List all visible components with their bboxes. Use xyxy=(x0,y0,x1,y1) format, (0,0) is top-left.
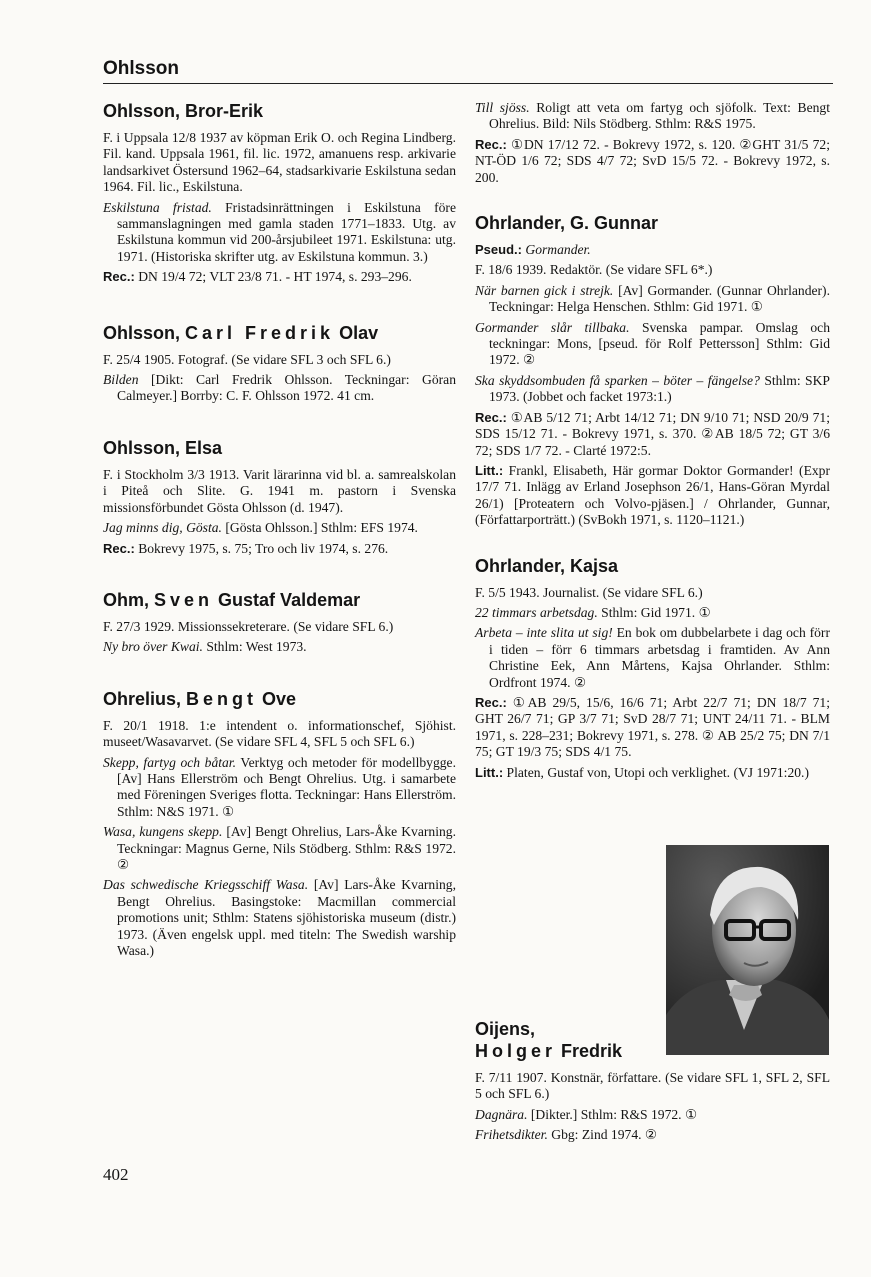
rec-label: Rec.: xyxy=(475,409,507,425)
litt-label: Litt.: xyxy=(475,764,504,780)
work-item xyxy=(475,283,830,316)
right-column xyxy=(475,100,830,807)
entry-ohrelius-bengt-continued xyxy=(475,100,830,186)
litt-label: Litt.: xyxy=(475,462,504,478)
work-details: Roligt att veta om fartyg och sjöfolk. Text: Bengt Ohrelius. Bild: Nils Stödberg. Sthlm: R&S 1975. xyxy=(489,100,830,132)
entry-name xyxy=(103,589,456,611)
work-title: Skepp, fartyg och båtar. xyxy=(103,754,236,770)
reviews xyxy=(475,410,830,459)
rec-label: Rec.: xyxy=(103,269,135,285)
pseud-label: Pseud.: xyxy=(475,242,522,258)
work-details: [Dikt: Carl Fredrik Ohlsson. Teckningar: Göran Calmeyer.] Borrby: C. F. Ohlsson 1972. 41 cm. xyxy=(117,372,456,404)
work-item xyxy=(475,373,830,406)
name-line-2 xyxy=(475,1040,622,1062)
entry-name xyxy=(103,688,456,710)
work-title: Dagnära. xyxy=(475,1106,528,1122)
entry-bio: F. 18/6 1939. Redaktör. (Se vidare SFL 6*.) xyxy=(475,262,713,278)
rec-label: Rec.: xyxy=(475,694,507,710)
rec-text: ①AB 5/12 71; Arbt 14/12 71; DN 9/10 71; NSD 20/9 71; SDS 15/12 71. - Bokrevy 1971, s. 370. ②AB 18/5 72; GT 3/6 72; SDS 1/7 72. - Clarté 1972:5. xyxy=(475,409,830,458)
work-details: [Dikter.] Sthlm: R&S 1972. ① xyxy=(527,1106,698,1122)
rec-text: Bokrevy 1975, s. 75; Tro och liv 1974, s. 276. xyxy=(134,540,389,556)
work-title: Bilden xyxy=(103,372,139,388)
rec-text: ①DN 17/12 72. - Bokrevy 1972, s. 120. ②GHT 31/5 72; NT-ÖD 1/6 72; SDS 4/7 72; SvD 15/5 72. - Bokrevy 1972, s. 200. xyxy=(475,136,830,185)
work-item xyxy=(475,100,830,133)
work-details: En bok om dubbelarbete i dag och förr i tiden – förr 6 timmars arbetsdag i framtiden. Av Ann Christine Eek, Ann Mårtens, Kajsa Ohrlander. Sthlm: Ordfront 1974. ② xyxy=(489,625,830,690)
work-details: [Av] Gormander. (Gunnar Ohrlander). Teckningar: Helga Henschen. Sthlm: Gid 1971. ① xyxy=(489,282,830,315)
work-item xyxy=(103,200,456,266)
entry-bio: F. 27/3 1929. Missionssekreterare. (Se vidare SFL 6.) xyxy=(103,618,394,634)
portrait-photo xyxy=(666,845,829,1055)
entry-bio: F. 7/11 1907. Konstnär, författare. (Se vidare SFL 1, SFL 2, SFL 5 och SFL 6.) xyxy=(475,1070,830,1102)
entry-ohlsson-carl xyxy=(103,322,456,405)
rec-label: Rec.: xyxy=(103,540,135,556)
rec-label: Rec.: xyxy=(475,136,507,152)
entry-name: Ohlsson, Elsa xyxy=(103,437,223,458)
work-details: [Av] Bengt Ohrelius, Lars-Åke Kvarning. Teckningar: Magnus Gerne, Nils Stödberg. Sthlm: R&S 1972. ② xyxy=(117,824,456,872)
entry-bio: F. i Uppsala 12/8 1937 av köpman Erik O. och Regina Lindberg. Fil. kand. Uppsala 1961, fil. lic. 1972, amanuens resp. arkivarie landsarkivet Östersund 1962–64, stadsarkivarie Eskilstuna sedan 1964. Fil. lic., Eskilstuna. xyxy=(103,130,456,195)
rec-text: ①AB 29/5, 15/6, 16/6 71; Arbt 22/7 71; DN 18/7 71; GHT 26/7 71; GP 3/7 71; SvD 28/7 71; UNT 24/11 71. - BLM 1971, s. 228–231; Bokrevy 1971, s. 278. ② AB 25/2 75; DN 7/1 75; GT 19/3 75; SDS 4/1 75. xyxy=(475,694,830,760)
entry-name: Ohrlander, Kajsa xyxy=(475,555,619,576)
work-details: [Av] Lars-Åke Kvarning, Bengt Ohrelius. Basingstoke: Macmillan commercial promotions unit; Sthlm: Statens sjöhistoriska museum (distr.) 1973. (Även engelsk uppl. med titeln: The Swedish warship Wasa.) xyxy=(117,877,456,958)
work-title: 22 timmars arbetsdag. xyxy=(475,604,598,620)
work-details: Svenska pampar. Omslag och teckningar: Mons, [pseud. för Rolf Pettersson] Sthlm: Gid 1972. ② xyxy=(489,319,830,368)
entry-name: Ohrlander, G. Gunnar xyxy=(475,213,659,234)
work-item xyxy=(475,625,830,691)
reviews xyxy=(475,695,830,761)
name-spaced: Carl Fredrik xyxy=(185,322,335,343)
reviews xyxy=(475,137,830,186)
name-part: Fredrik xyxy=(556,1041,623,1061)
entry-bio: F. 5/5 1943. Journalist. (Se vidare SFL 6.) xyxy=(475,584,703,600)
page-number: 402 xyxy=(103,1165,129,1184)
entry-ohrelius-bengt xyxy=(103,688,456,960)
name-spaced: Bengt xyxy=(186,688,258,709)
entry-bio: F. 20/1 1918. 1:e intendent o. informationschef, Sjöhist. museet/Wasavarvet. (Se vidare SFL 4, SFL 5 och SFL 6.) xyxy=(103,717,456,750)
work-title: Wasa, kungens skepp. xyxy=(103,824,223,840)
name-part: Gustaf Valdemar xyxy=(213,589,361,610)
left-column xyxy=(103,100,456,985)
work-item xyxy=(103,824,456,873)
work-item xyxy=(103,372,456,405)
work-item xyxy=(103,877,456,959)
pseud-name: Gormander. xyxy=(525,242,591,258)
work-item xyxy=(475,1127,830,1143)
entry-bio: F. i Stockholm 3/3 1913. Varit lärarinna vid bl. a. samrealskolan i Piteå och Slite. G. 1941 m. pastorn i Svenska missionsförbundet Gösta Ohlsson (d. 1947). xyxy=(103,466,456,515)
work-title: Gormander slår tillbaka. xyxy=(475,319,630,335)
name-part: Oijens, xyxy=(475,1019,536,1039)
work-item xyxy=(103,639,456,655)
work-title: Jag minns dig, Gösta. xyxy=(103,520,222,536)
name-part: Ove xyxy=(257,688,297,709)
work-details: Verktyg och metoder för modellbygge. [Av] Hans Ellerström och Bengt Ohrelius. Utg. i samarbete med Föreningen Sveriges flotta. Teckningar: Hans Ellerström. Sthlm: N&S 1971. ① xyxy=(117,754,456,819)
reviews xyxy=(103,269,456,285)
entry-bio: F. 25/4 1905. Fotograf. (Se vidare SFL 3 och SFL 6.) xyxy=(103,351,391,367)
rec-text: DN 19/4 72; VLT 23/8 71. - HT 1974, s. 293–296. xyxy=(134,269,412,285)
work-item xyxy=(475,320,830,369)
literature xyxy=(475,765,830,781)
entry-oijens-holger xyxy=(475,1070,830,1148)
litt-text: Frankl, Elisabeth, Här gormar Doktor Gormander! (Expr 17/7 71. Inlägg av Erland Josephson 26/1, Hans-Göran Myrdal 26/1) [Proteatern och Volvo-pjäsen.] / Ohrlander, Gunnar, (Författarporträtt.) (SvBokh 1971, s. 1120–1121.) xyxy=(475,462,830,528)
work-details: Sthlm: West 1973. xyxy=(202,639,307,655)
work-details: Fristadsinrättningen i Eskilstuna före sammanslagningen med gamla staden 1771–1833. Utg. av Eskilstuna kommun vid 200-årsjubileet 1971. Eskilstuna: utg. 1971. (Historiska skrifter utg. av Eskilstuna kommun. 3.) xyxy=(117,199,456,264)
pseudonym xyxy=(475,242,830,258)
work-details: [Gösta Ohlsson.] Sthlm: EFS 1974. xyxy=(221,520,418,536)
entry-ohm-sven xyxy=(103,589,456,656)
work-item xyxy=(103,520,456,536)
litt-text: Platen, Gustaf von, Utopi och verklighet. (VJ 1971:20.) xyxy=(503,764,809,780)
entry-ohrlander-kajsa xyxy=(475,555,830,781)
work-title: Eskilstuna fristad. xyxy=(103,199,212,215)
work-item xyxy=(103,755,456,821)
work-title: Arbeta – inte slita ut sig! xyxy=(475,625,613,641)
work-title: Ska skyddsombuden få sparken – böter – fängelse? xyxy=(475,372,760,388)
name-part: Ohrelius, xyxy=(103,688,187,709)
literature xyxy=(475,463,830,529)
entry-ohlsson-bror-erik xyxy=(103,100,456,286)
name-part: Olav xyxy=(334,322,379,343)
entry-name: Ohlsson, Bror-Erik xyxy=(103,101,264,121)
name-spaced: Holger xyxy=(475,1041,557,1061)
work-title: Frihetsdikter. xyxy=(475,1127,548,1143)
name-part: Ohm, xyxy=(103,589,155,610)
entry-name xyxy=(103,322,456,344)
running-head: Ohlsson xyxy=(103,58,180,79)
work-details: Gbg: Zind 1974. ② xyxy=(547,1127,658,1143)
name-spaced: Sven xyxy=(154,589,214,610)
work-title: Till sjöss. xyxy=(475,100,530,115)
entry-ohrlander-gunnar xyxy=(475,212,830,529)
name-part: Ohlsson, xyxy=(103,322,186,343)
work-title: Ny bro över Kwai. xyxy=(103,639,203,655)
entry-name-oijens xyxy=(475,1018,622,1062)
portrait-illustration xyxy=(666,845,829,1055)
header-rule xyxy=(103,83,833,84)
work-item xyxy=(475,1107,830,1123)
work-title: Das schwedische Kriegsschiff Wasa. xyxy=(103,877,309,893)
work-details: Sthlm: Gid 1971. ① xyxy=(597,604,711,620)
work-item xyxy=(475,605,830,621)
work-details: Sthlm: SKP 1973. (Jobbet och facket 1973:1.) xyxy=(489,372,830,405)
reviews xyxy=(103,541,456,557)
work-title: När barnen gick i strejk. xyxy=(475,282,614,298)
entry-ohlsson-elsa xyxy=(103,437,456,557)
